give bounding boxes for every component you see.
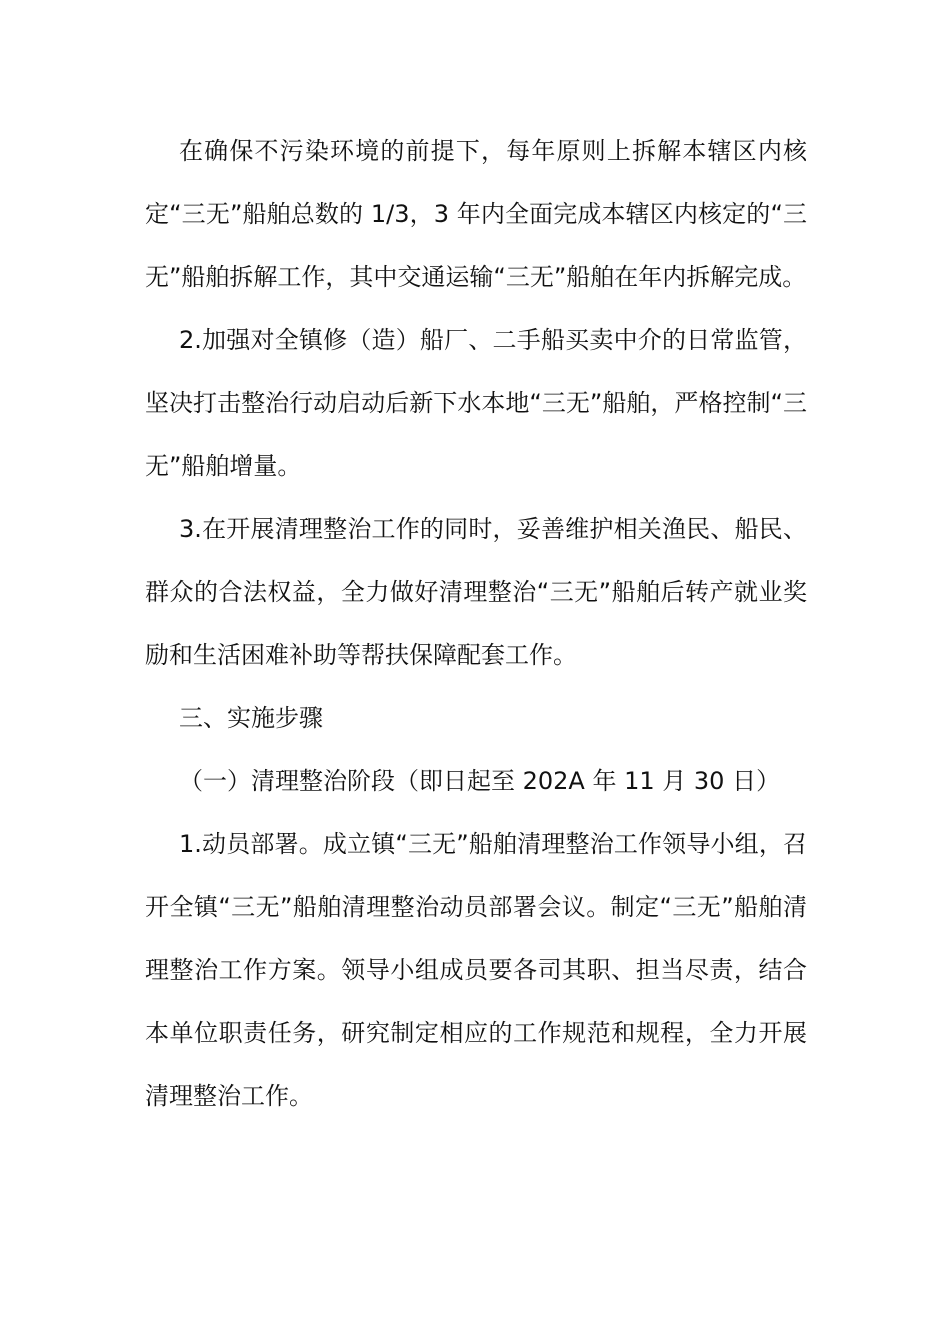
subsection-heading-cleanup-phase: （一）清理整治阶段（即日起至 202A 年 11 月 30 日） <box>179 767 781 795</box>
paragraph-dismantling-goal: 在确保不污染环境的前提下，每年原则上拆解本辖区内核定“三无”船舶总数的 1/3，3 年内全面完成本辖区内核定的“三无”船舶拆解工作，其中交通运输“三无”船舶在年内拆解完成。 <box>145 137 807 291</box>
document-body <box>145 120 807 1128</box>
section-heading-implementation-steps: 三、实施步骤 <box>179 704 323 732</box>
paragraph-shipyard-supervision: 2.加强对全镇修（造）船厂、二手船买卖中介的日常监管，坚决打击整治行动启动后新下水本地“三无”船舶，严格控制“三无”船舶增量。 <box>145 326 807 480</box>
paragraph-mobilization: 1.动员部署。成立镇“三无”船舶清理整治工作领导小组，召开全镇“三无”船舶清理整治动员部署会议。制定“三无”船舶清理整治工作方案。领导小组成员要各司其职、担当尽责，结合本单位职责任务，研究制定相应的工作规范和规程，全力开展清理整治工作。 <box>145 830 807 1110</box>
paragraph-rights-protection: 3.在开展清理整治工作的同时，妥善维护相关渔民、船民、群众的合法权益，全力做好清理整治“三无”船舶后转产就业奖励和生活困难补助等帮扶保障配套工作。 <box>145 515 807 669</box>
